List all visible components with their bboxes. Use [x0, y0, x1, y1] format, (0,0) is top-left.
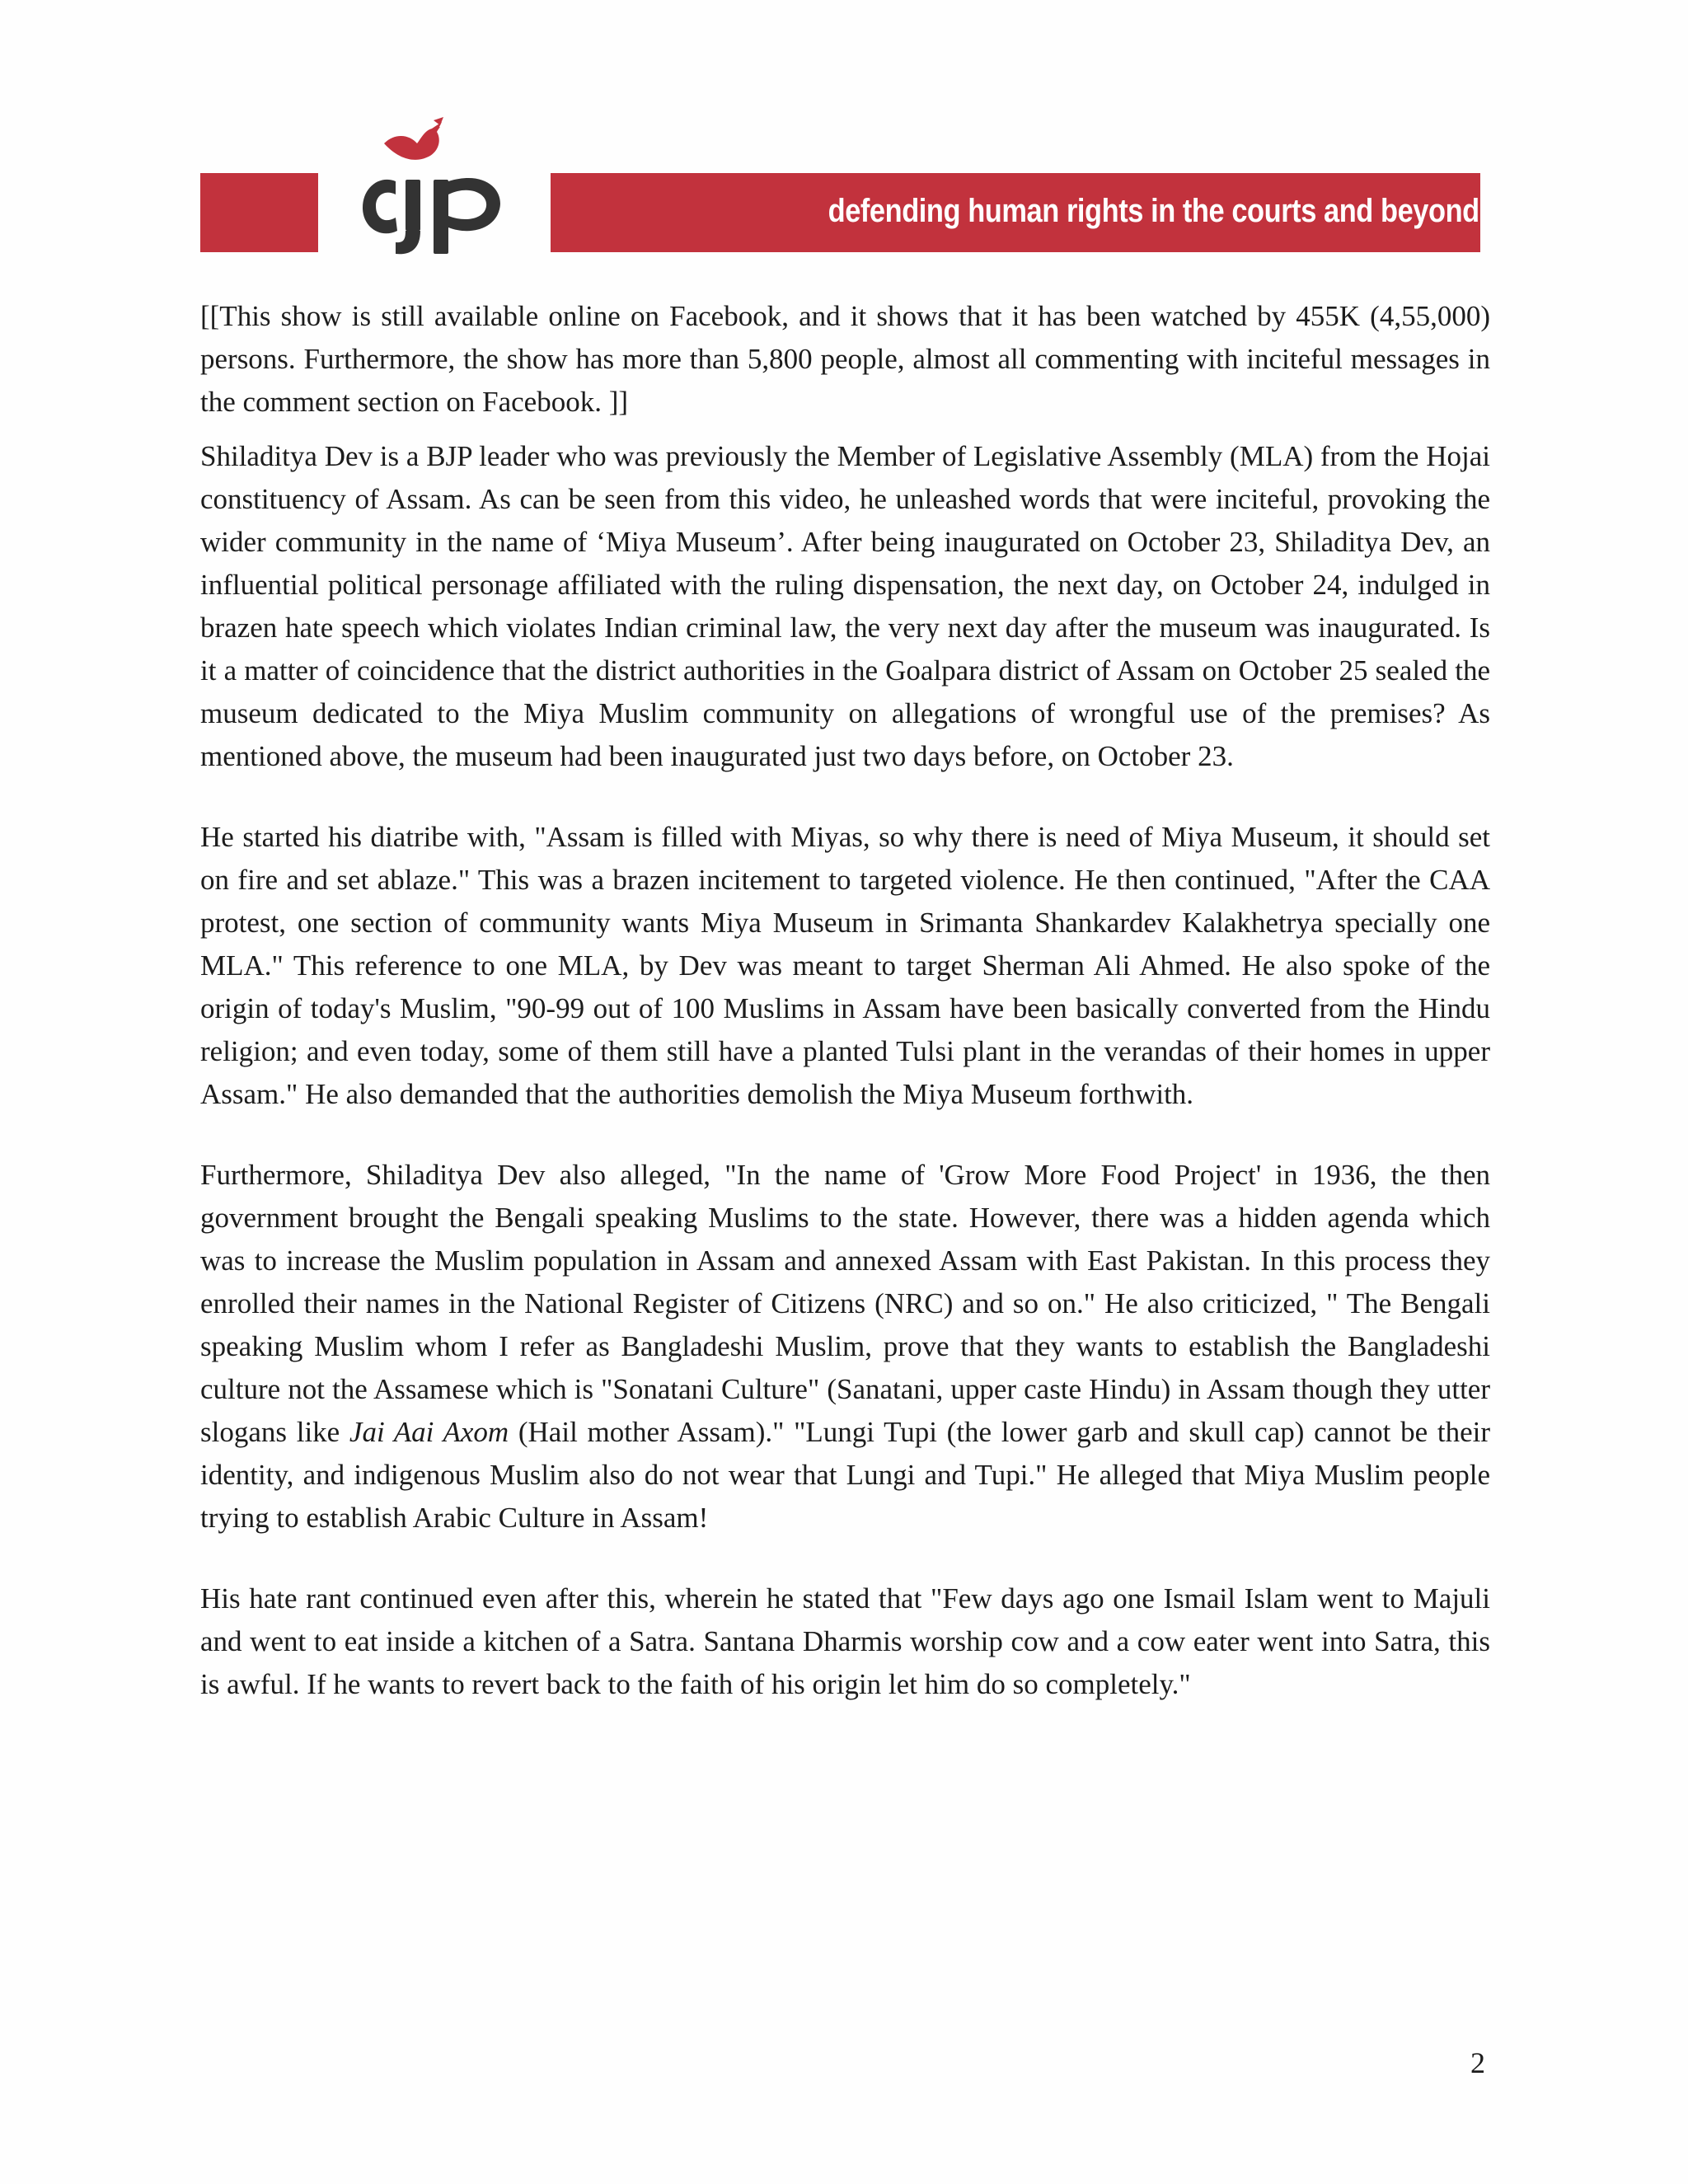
bird-icon: [384, 117, 443, 160]
paragraph-diatribe: He started his diatribe with, "Assam is filled with Miyas, so why there is need of Miya Museum, it should set on fire and set ablaze." This was a brazen incitement to targeted violence. He then continued, "After the CAA protest, one section of community wants Miya Museum in Srimanta Shankardev Kalakhetrya specially one MLA." This reference to one MLA, by Dev was meant to target Sherman Ali Ahmed. He also spoke of the origin of today's Muslim, "90-99 out of 100 Muslims in Assam have been basically converted from the Hindu religion; and even today, some of them still have a planted Tulsi plant in the verandas of their homes in upper Assam." He also demanded that the authorities demolish the Miya Museum forthwith.: [200, 821, 1490, 1110]
header-tagline: defending human rights in the courts and beyond: [828, 193, 1479, 229]
paragraph-allegations: [200, 1154, 1490, 1540]
paragraph-shiladitya-dev: Shiladitya Dev is a BJP leader who was previously the Member of Legislative Assembly (MLA) from the Hojai constituency of Assam. As can be seen from this video, he unleashed words that were inciteful, provoking the wider community in the name of ‘Miya Museum’. After being inaugurated on October 23, Shiladitya Dev, an influential political personage affiliated with the ruling dispensation, the next day, on October 24, indulged in brazen hate speech which violates Indian criminal law, the very next day after the museum was inaugurated. Is it a matter of coincidence that the district authorities in the Goalpara district of Assam on October 25 sealed the museum dedicated to the Miya Muslim community on allegations of wrongful use of the premises? As mentioned above, the museum had been inaugurated just two days before, on October 23.: [200, 440, 1490, 772]
cjp-logo-graphic: [363, 115, 511, 255]
header-tagline-bar: [551, 173, 1480, 252]
page-number: 2: [1470, 2046, 1485, 2079]
document-body: [200, 295, 1490, 1706]
paragraph-allegations-text-1: Furthermore, Shiladitya Dev also alleged, "In the name of 'Grow More Food Project' in 1936, the then government brought the Bengali speaking Muslims to the state. However, there was a hidden agenda which was to increase the Muslim population in Assam and annexed Assam with East Pakistan. In this process they enrolled their names in the National Register of Citizens (NRC) and so on." He also criticized, " The Bengali speaking Muslim whom I refer as Bangladeshi Muslim, prove that they wants to establish the Bangladeshi culture not the Assamese which is "Sonatani Culture" (Sanatani, upper caste Hindu) in Assam though they utter slogans like: [200, 1159, 1490, 1448]
paragraph-allegations-text-2: (Hail mother Assam)." "Lungi Tupi (the lower garb and skull cap) cannot be their identity, and indigenous Muslim also do not wear that Lungi and Tupi." He alleged that Miya Muslim people trying to establish Arabic Culture in Assam!: [200, 1416, 1491, 1534]
header-accent-bar-left: [200, 173, 318, 252]
paragraph-note: [[This show is still available online on Facebook, and it shows that it has been watched by 455K (4,55,000) persons. Furthermore, the show has more than 5,800 people, almost all commenting with inciteful messages in the comment section on Facebook. ]]: [200, 300, 1490, 418]
cjp-logo: [363, 115, 511, 255]
paragraph-hate-rant: His hate rant continued even after this, wherein he stated that "Few days ago one Ismail Islam went to Majuli and went to eat inside a kitchen of a Satra. Santana Dharmis worship cow and a cow eater went into Satra, this is awful. If he wants to revert back to the faith of his origin let him do so completely.": [200, 1582, 1490, 1700]
page-header: [0, 0, 1688, 264]
paragraph-allegations-slogan: Jai Aai Axom: [349, 1416, 509, 1448]
